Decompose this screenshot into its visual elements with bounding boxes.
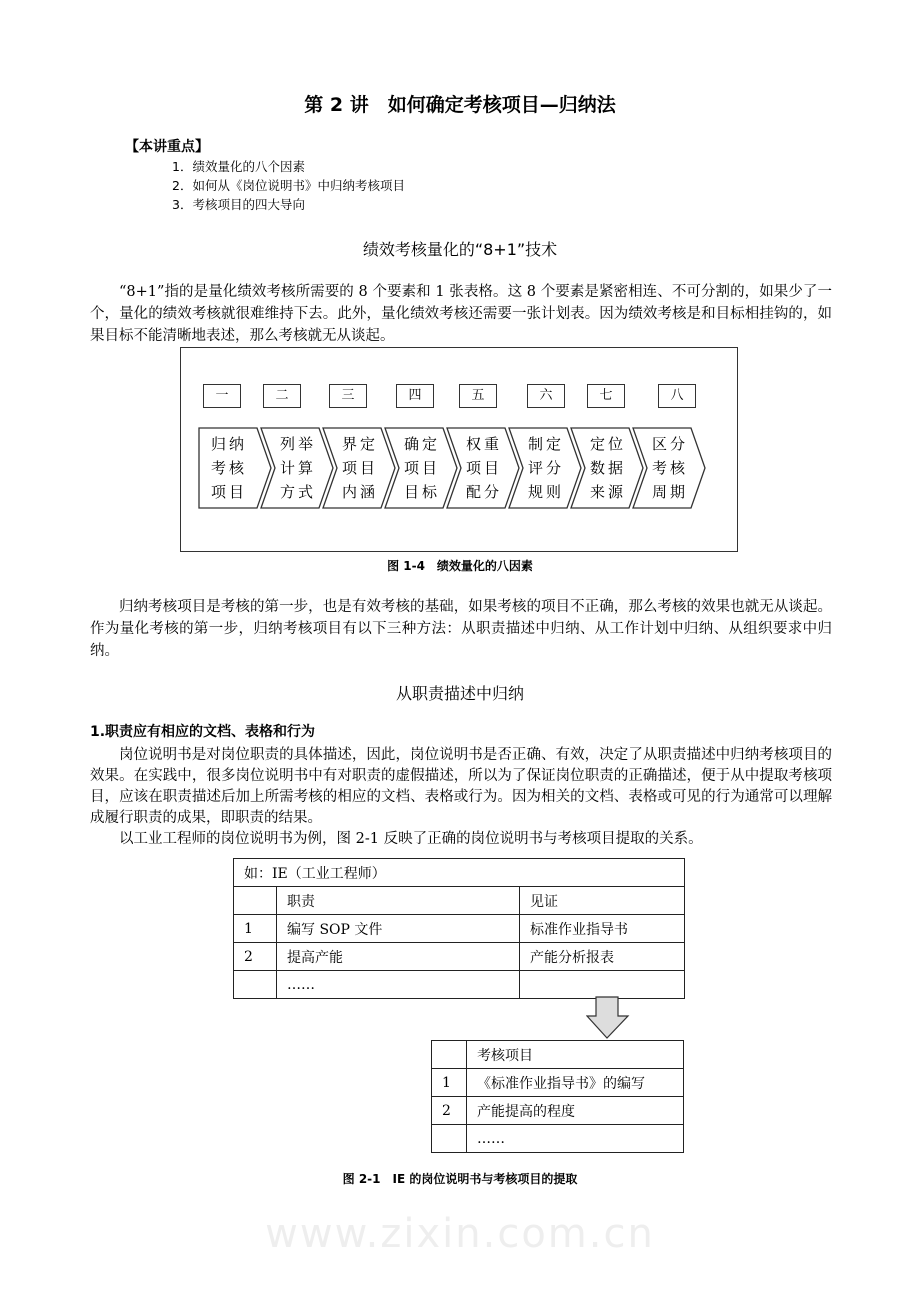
assessment-items-table	[431, 1040, 684, 1153]
table-row	[432, 1041, 684, 1069]
subheading: 1.职责应有相应的文档、表格和行为	[90, 724, 316, 740]
table-row: ……	[432, 1125, 684, 1153]
page-title: 第 2 讲 如何确定考核项目—归纳法	[304, 94, 616, 116]
key-point: 3．考核项目的四大导向	[172, 197, 305, 212]
step-number: 四	[396, 384, 434, 408]
table-row	[234, 887, 685, 915]
section-heading: 从职责描述中归纳	[395, 684, 524, 703]
step-number: 七	[587, 384, 625, 408]
key-points-heading: 【本讲重点】	[125, 139, 209, 155]
paragraph-text: “8+1”指的是量化绩效考核所需要的 8 个要素和 1 张表格。这 8 个要素是紧密相连、不可分割的，如果少了一个，量化的绩效考核就很难维持下去。此外，量化绩效考核还需要一张计划表。因为绩效考核是和目标相挂钩的，如果目标不能清晰地表述，那么考核就无从谈起。	[90, 284, 832, 344]
table-row: ……	[234, 971, 685, 999]
paragraph-text: 以工业工程师的岗位说明书为例，图 2-1 反映了正确的岗位说明书与考核项目提取的关系。	[119, 831, 703, 847]
header-cell: 见证	[520, 887, 685, 915]
step-number: 八	[658, 384, 696, 408]
key-point: 1．绩效量化的八个因素	[172, 159, 305, 174]
table-row: 2 提高产能 产能分析报表	[234, 943, 685, 971]
step-number: 六	[527, 384, 565, 408]
step-number: 一	[203, 384, 241, 408]
step-label: 区分考核周期	[651, 435, 688, 501]
step-label: 归纳考核项目	[210, 435, 247, 501]
step-label: 制定评分规则	[527, 435, 564, 501]
step-label: 权重项目配分	[465, 435, 502, 501]
table-row: 1 编写 SOP 文件 标准作业指导书	[234, 915, 685, 943]
down-arrow-icon	[586, 996, 630, 1040]
paragraph-text: 归纳考核项目是考核的第一步，也是有效考核的基础，如果考核的项目不正确，那么考核的效果也就无从谈起。作为量化考核的第一步，归纳考核项目有以下三种方法：从职责描述中归纳、从工作计划中归纳、从组织要求中归纳。	[90, 599, 832, 659]
paragraph	[90, 596, 832, 662]
step-number: 二	[263, 384, 301, 408]
table-row: 1 《标准作业指导书》的编写	[432, 1069, 684, 1097]
step-label: 界定项目内涵	[341, 435, 378, 501]
watermark: www.zixin.com.cn	[265, 1211, 655, 1257]
header-cell: 职责	[277, 887, 520, 915]
figure-caption: 图 2-1 IE 的岗位说明书与考核项目的提取	[342, 1172, 578, 1186]
paragraph-text: 岗位说明书是对岗位职责的具体描述，因此，岗位说明书是否正确、有效，决定了从职责描述中归纳考核项目的效果。在实践中，很多岗位说明书中有对职责的虚假描述，所以为了保证岗位职责的正确描述，便于从中提取考核项目，应该在职责描述后加上所需考核的相应的文档、表格或行为。因为相关的文档、表格或可见的行为通常可以理解成履行职责的成果，即职责的结果。	[90, 747, 832, 826]
section-heading: 绩效考核量化的“8+1”技术	[362, 240, 558, 259]
step-number: 五	[459, 384, 497, 408]
table-row: 2 产能提高的程度	[432, 1097, 684, 1125]
key-point: 2．如何从《岗位说明书》中归纳考核项目	[172, 178, 405, 193]
table-title: 如：IE（工业工程师）	[234, 859, 685, 887]
step-label: 确定项目目标	[403, 435, 440, 501]
header-cell: 考核项目	[467, 1041, 684, 1069]
eight-factors-diagram	[180, 347, 738, 552]
step-label: 定位数据来源	[589, 435, 626, 501]
paragraph	[90, 281, 832, 347]
paragraph	[90, 745, 832, 850]
job-description-table	[233, 858, 685, 999]
step-label: 列举计算方式	[279, 435, 316, 501]
step-number: 三	[329, 384, 367, 408]
figure-caption: 图 1-4 绩效量化的八因素	[387, 559, 533, 573]
